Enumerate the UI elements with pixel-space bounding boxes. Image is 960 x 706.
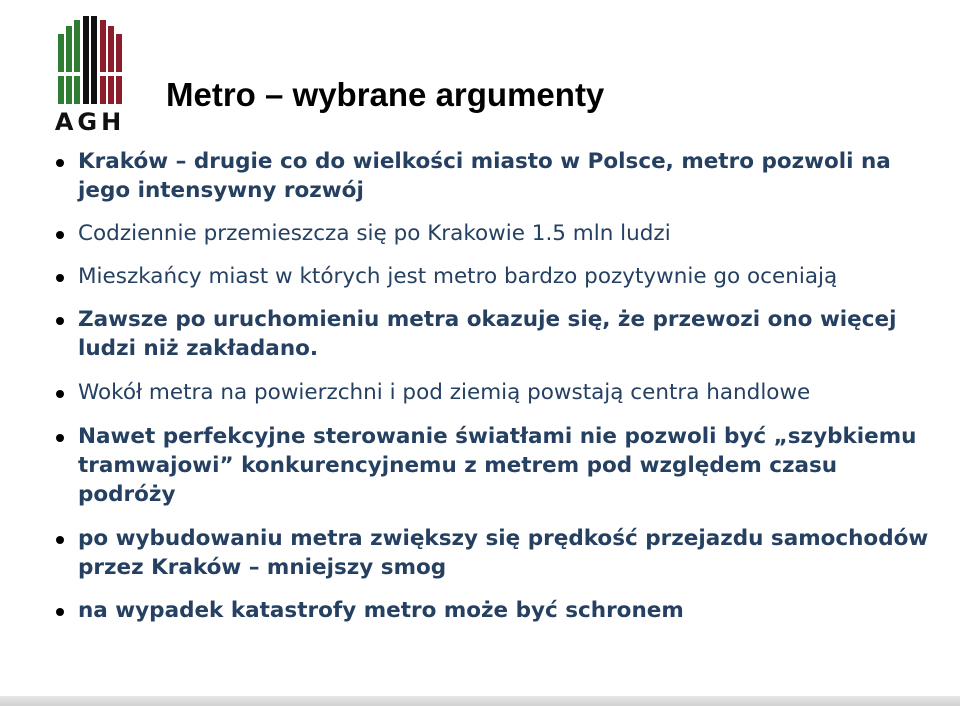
bullet-dot-icon [56, 231, 64, 239]
emblem-stroke [108, 26, 114, 104]
emblem-stroke [100, 20, 106, 104]
bullet-dot-icon [56, 317, 64, 325]
emblem-stroke [116, 34, 122, 104]
list-item [56, 524, 936, 582]
list-item-text: Nawet perfekcyjne sterowanie światłami nie pozwoli być „szybkiemu tramwajowi” konkurencyjnemu z metrem pod względem czasu podróży [78, 424, 917, 507]
emblem-gap [100, 72, 122, 76]
bullet-dot-icon [56, 536, 64, 544]
list-item-text: Wokół metra na powierzchni i pod ziemią powstają centra handlowe [78, 380, 811, 405]
list-item [56, 378, 936, 407]
emblem-stroke [66, 26, 72, 104]
bullet-dot-icon [56, 434, 64, 442]
list-item-text: Codziennie przemieszcza się po Krakowie 1.5 mln ludzi [78, 221, 671, 246]
list-item [56, 596, 936, 625]
bullet-dot-icon [56, 390, 64, 398]
list-item-text: Kraków – drugie co do wielkości miasto w Polsce, metro pozwoli na jego intensywny rozwój [78, 149, 891, 203]
list-item-text: Mieszkańcy miast w których jest metro bardzo pozytywnie go oceniają [78, 264, 838, 289]
list-item-text: Zawsze po uruchomieniu metra okazuje się, że przewozi ono więcej ludzi niż zakładano. [78, 307, 897, 361]
footer-bar [0, 696, 960, 706]
list-item [56, 422, 936, 509]
list-item-text: na wypadek katastrofy metro może być schronem [78, 598, 684, 623]
agh-logo-text: AGH [54, 108, 126, 136]
agh-logo [50, 16, 130, 136]
list-item [56, 219, 936, 248]
emblem-gap [58, 72, 80, 76]
emblem-stroke [58, 34, 64, 104]
bullet-dot-icon [56, 159, 64, 167]
emblem-stroke [74, 20, 80, 104]
emblem-stroke [91, 16, 97, 104]
bullet-list [56, 147, 936, 625]
agh-emblem-icon [50, 16, 130, 108]
list-item [56, 147, 936, 205]
list-item [56, 305, 936, 363]
emblem-stroke [83, 16, 89, 104]
bullet-dot-icon [56, 274, 64, 282]
bullet-dot-icon [56, 608, 64, 616]
list-item [56, 262, 936, 291]
list-item-text: po wybudowaniu metra zwiększy się prędkość przejazdu samochodów przez Kraków – mniejszy smog [78, 526, 929, 580]
page-title: Metro – wybrane argumenty [166, 76, 605, 113]
